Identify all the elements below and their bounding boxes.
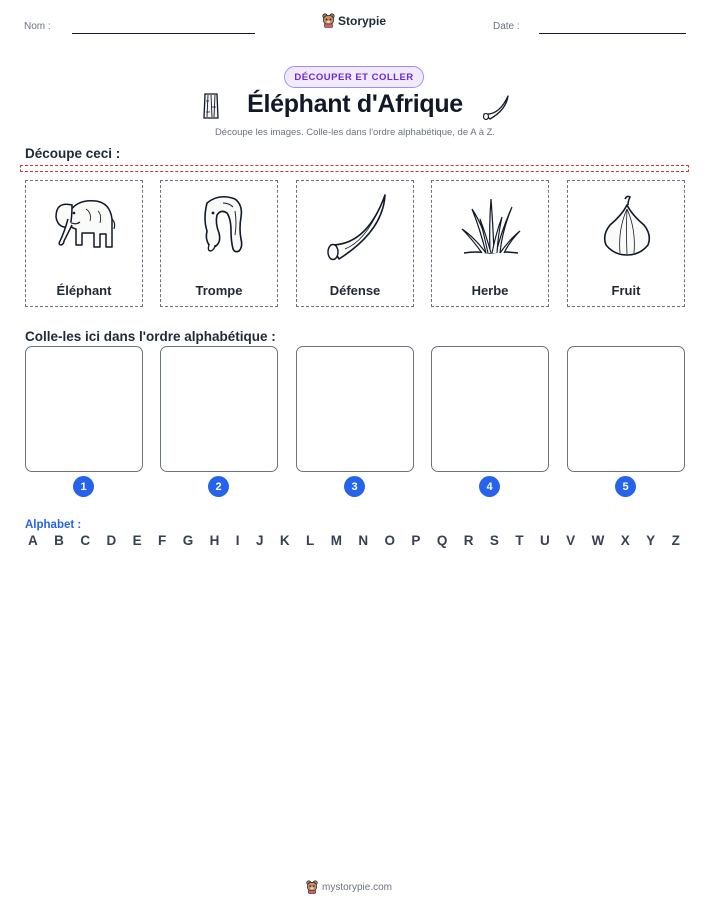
alphabet-letter: M — [330, 533, 342, 548]
alphabet-letter: N — [358, 533, 369, 548]
page-title: Éléphant d'Afrique — [247, 90, 463, 118]
alphabet-letter: W — [591, 533, 605, 548]
cut-card-tusk[interactable] — [296, 180, 414, 307]
cut-line — [20, 165, 689, 172]
alphabet-letter: P — [411, 533, 421, 548]
alphabet-letter: O — [384, 533, 396, 548]
date-line[interactable] — [539, 33, 686, 34]
alphabet-letter: X — [620, 533, 630, 548]
alphabet-letter: H — [209, 533, 220, 548]
slot-number-badge: 4 — [479, 476, 500, 497]
alphabet-letter: C — [80, 533, 91, 548]
alphabet-label: Alphabet : — [25, 519, 82, 531]
alphabet-letter: S — [489, 533, 499, 548]
footer-site-link[interactable]: mystorypie.com — [322, 881, 393, 893]
alphabet-letter: R — [463, 533, 474, 548]
alphabet-letter: L — [306, 533, 315, 548]
alphabet-letter: E — [132, 533, 142, 548]
brand-logo — [322, 13, 386, 28]
grass-icon — [456, 189, 526, 261]
tusk-small-icon — [481, 92, 513, 120]
bear-mascot-icon — [322, 13, 335, 28]
alphabet-letter: Q — [436, 533, 448, 548]
slot-number-badge: 2 — [208, 476, 229, 497]
tusk-icon — [321, 189, 391, 261]
alphabet-letter: T — [515, 533, 524, 548]
elephant-icon — [50, 189, 120, 261]
cut-card-label: Herbe — [471, 283, 509, 298]
alphabet-letter: U — [540, 533, 550, 548]
footer — [306, 880, 392, 894]
alphabet-row — [28, 533, 680, 548]
alphabet-letter: V — [566, 533, 576, 548]
cut-card-label: Trompe — [195, 283, 243, 298]
alphabet-letter: K — [279, 533, 290, 548]
cut-card-label: Défense — [329, 283, 381, 298]
slot-number-badge: 3 — [344, 476, 365, 497]
tree-bark-icon — [201, 92, 221, 120]
paste-slot-1[interactable] — [25, 346, 143, 472]
name-line[interactable] — [72, 33, 255, 34]
alphabet-letter: F — [158, 533, 167, 548]
alphabet-letter: D — [106, 533, 117, 548]
cut-card-fruit[interactable] — [567, 180, 685, 307]
date-label: Date : — [493, 21, 520, 32]
cut-card-label: Fruit — [611, 283, 641, 298]
paste-slot-2[interactable] — [160, 346, 278, 472]
activity-badge: DÉCOUPER ET COLLER — [284, 66, 424, 88]
paste-slot-3[interactable] — [296, 346, 414, 472]
alphabet-letter: Y — [646, 533, 656, 548]
bear-mascot-icon — [306, 880, 318, 894]
cut-card-label: Éléphant — [56, 283, 112, 298]
name-label: Nom : — [24, 21, 51, 32]
paste-section-label: Colle-les ici dans l'ordre alphabétique : — [25, 329, 276, 344]
alphabet-letter: G — [182, 533, 194, 548]
paste-slot-5[interactable] — [567, 346, 685, 472]
paste-slot-4[interactable] — [431, 346, 549, 472]
brand-name: Storypie — [338, 13, 387, 28]
cut-card-elephant[interactable] — [25, 180, 143, 307]
slot-number-badge: 5 — [615, 476, 636, 497]
fig-icon — [592, 189, 662, 261]
cut-card-trunk[interactable] — [160, 180, 278, 307]
alphabet-letter: Z — [671, 533, 680, 548]
alphabet-letter: I — [235, 533, 240, 548]
alphabet-letter: A — [28, 533, 38, 548]
trunk-icon — [185, 189, 255, 261]
alphabet-letter: B — [54, 533, 64, 548]
cut-section-label: Découpe ceci : — [25, 146, 121, 161]
instructions: Découpe les images. Colle-les dans l'ordre alphabétique, de A à Z. — [214, 127, 496, 138]
cut-card-grass[interactable] — [431, 180, 549, 307]
alphabet-letter: J — [255, 533, 264, 548]
slot-number-badge: 1 — [73, 476, 94, 497]
